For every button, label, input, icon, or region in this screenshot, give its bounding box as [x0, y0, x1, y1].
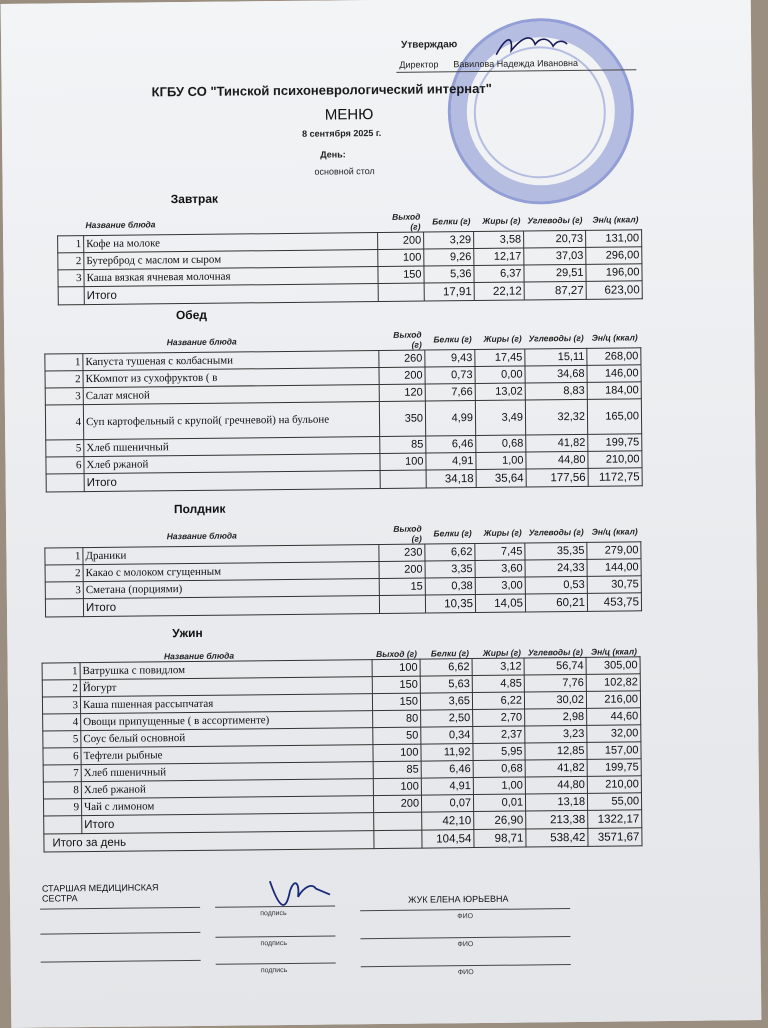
row-number: 6 [43, 748, 81, 765]
total-carbs: 87,27 [524, 281, 586, 300]
carbs-value: 2,98 [525, 708, 587, 726]
col-fat-header: Жиры (г) [483, 527, 522, 538]
menu-date: 8 сентября 2025 г. [301, 127, 382, 139]
energy-value: 199,75 [587, 759, 641, 777]
sign-line [41, 960, 201, 963]
fat-value: 0,68 [476, 435, 526, 453]
col-protein-header: Белки (г) [432, 216, 471, 227]
energy-value: 32,00 [587, 725, 641, 743]
fat-value: 3,60 [475, 560, 525, 578]
col-output-header: Выход (г) [393, 329, 422, 350]
energy-value: 44,60 [587, 708, 641, 726]
fat-value: 2,37 [473, 726, 525, 744]
col-protein-header: Белки (г) [433, 528, 472, 539]
sign-line [215, 936, 335, 938]
col-name-header: Название блюда [166, 530, 237, 542]
total-label: Итого [84, 471, 380, 492]
protein-value: 3,65 [420, 693, 472, 711]
dish-name: Сметана (порциями) [83, 579, 379, 599]
energy-value: 305,00 [586, 657, 640, 675]
col-energy-header: Эн/ц (ккал) [591, 332, 638, 343]
energy-value: 279,00 [587, 542, 641, 560]
total-protein: 17,91 [424, 283, 474, 302]
col-fat-header: Жиры (г) [482, 647, 522, 658]
energy-value: 268,00 [587, 348, 641, 366]
fat-value: 3,12 [472, 658, 524, 676]
row-number: 2 [45, 371, 83, 388]
row-number: 1 [45, 548, 83, 565]
fio-caption: ФИО [457, 941, 474, 949]
fat-value: 0,00 [475, 366, 525, 384]
dish-name: Какао с молоком сгущенным [83, 562, 379, 582]
energy-value: 210,00 [587, 776, 641, 794]
total-energy: 1322,17 [588, 810, 642, 829]
energy-value: 184,00 [587, 382, 641, 400]
fat-value: 3,00 [475, 577, 525, 595]
fat-value: 1,00 [473, 777, 525, 795]
carbs-value: 20,73 [524, 230, 586, 248]
fat-value: 0,01 [473, 794, 525, 812]
total-protein: 10,35 [425, 595, 475, 614]
col-energy-header: Эн/ц (ккал) [591, 526, 638, 537]
fat-value: 5,95 [473, 743, 525, 761]
col-name-header: Название блюда [166, 336, 237, 348]
blank-cell [380, 470, 426, 488]
fat-value: 13,02 [475, 383, 525, 401]
row-number: 2 [45, 565, 83, 582]
carbs-value: 37,03 [524, 247, 586, 265]
dinner-title: Ужин [172, 625, 203, 641]
protein-value: 5,36 [424, 266, 474, 284]
energy-value: 216,00 [586, 691, 640, 709]
protein-value: 3,35 [425, 561, 475, 579]
institution-title: КГБУ СО "Тинской психоневрологический интернат" [151, 80, 492, 100]
fat-value: 0,68 [473, 760, 525, 778]
fio-caption: ФИО [457, 913, 474, 921]
lunch-table [44, 327, 643, 492]
col-output-header: Выход (г) [391, 211, 421, 232]
total-protein: 34,18 [426, 470, 476, 489]
row-number: 5 [46, 440, 84, 457]
row-number: 1 [45, 354, 83, 371]
output-value: 150 [372, 676, 420, 694]
carbs-value: 34,68 [525, 365, 587, 383]
dish-name: Тефтели рыбные [81, 745, 373, 765]
protein-value: 0,38 [425, 578, 475, 596]
snack-title: Полдник [173, 501, 226, 517]
carbs-value: 41,82 [525, 759, 587, 777]
output-value: 350 [379, 401, 425, 436]
position-label: Директор [399, 59, 439, 70]
carbs-value: 13,18 [525, 793, 587, 811]
dish-name: Хлеб ржаной [81, 779, 373, 799]
dish-name: Хлеб пшеничный [81, 762, 373, 782]
output-value: 50 [373, 727, 421, 745]
col-output-header: Выход (г) [376, 648, 418, 659]
fat-value: 4,85 [472, 675, 524, 693]
dish-name: Соус белый основной [81, 728, 373, 748]
carbs-value: 41,82 [526, 434, 588, 452]
output-value: 100 [373, 778, 421, 796]
carbs-value: 32,32 [525, 399, 587, 435]
dish-name: Суп картофельный с крупой( гречневой) на бульоне [83, 402, 379, 440]
blank-cell [58, 287, 84, 305]
breakfast-table [57, 209, 643, 305]
fat-value: 7,45 [475, 543, 525, 561]
row-number: 3 [45, 582, 83, 599]
diet-label: основной стол [314, 166, 375, 177]
sign-line [360, 936, 570, 939]
blank-cell [46, 474, 84, 492]
dish-name: Кофе на молоке [84, 233, 378, 253]
dish-name: Йогурт [80, 677, 372, 697]
total-fat: 35,64 [476, 469, 526, 488]
sign-line [360, 908, 570, 911]
fat-value: 17,45 [475, 349, 525, 367]
energy-value: 102,82 [586, 674, 640, 692]
dish-name: Капуста тушеная с колбасными [83, 351, 379, 371]
carbs-value: 35,35 [525, 542, 587, 560]
energy-value: 55,00 [587, 793, 641, 811]
carbs-value: 44,80 [526, 451, 588, 469]
sign-line [40, 907, 200, 910]
row-number: 8 [43, 782, 81, 799]
signature-caption: подпись [260, 940, 288, 948]
dish-name: Каша вязкая ячневая молочная [84, 267, 378, 287]
col-protein-header: Белки (г) [433, 334, 472, 345]
row-number: 3 [58, 270, 84, 287]
snack-table [44, 521, 642, 617]
output-value: 260 [379, 350, 425, 367]
carbs-value: 24,33 [525, 559, 587, 577]
output-value: 80 [373, 710, 421, 728]
carbs-value: 12,85 [525, 742, 587, 760]
dish-name: Ватрушка с повидлом [80, 660, 372, 680]
director-name: Вавилова Надежда Ивановна [453, 57, 579, 70]
output-value: 230 [379, 544, 425, 561]
output-value: 85 [373, 761, 421, 779]
col-protein-header: Белки (г) [430, 647, 470, 658]
energy-value: 165,00 [587, 399, 641, 435]
row-number: 4 [45, 405, 83, 440]
col-carbs-header: Углеводы (г) [527, 646, 584, 657]
row-number: 2 [42, 680, 80, 697]
day-total-label: Итого за день [44, 831, 374, 852]
energy-value: 131,00 [586, 230, 642, 248]
row-number: 3 [42, 697, 80, 714]
carbs-value: 15,11 [525, 348, 587, 366]
col-fat-header: Жиры (г) [482, 215, 521, 226]
total-label: Итого [84, 284, 378, 305]
output-value: 100 [380, 453, 426, 470]
day-total-protein: 104,54 [422, 830, 474, 849]
row-number: 5 [43, 731, 81, 748]
fat-value: 6,22 [472, 692, 524, 710]
fat-value: 12,17 [474, 248, 524, 266]
energy-value: 210,00 [588, 451, 642, 469]
row-number: 6 [46, 457, 84, 474]
blank-cell [45, 599, 83, 617]
total-energy: 623,00 [586, 281, 642, 300]
sign-line [361, 964, 571, 967]
carbs-value: 3,23 [525, 725, 587, 743]
protein-value: 0,07 [421, 795, 473, 813]
lunch-title: Обед [175, 307, 208, 323]
output-value: 200 [378, 232, 424, 249]
protein-value: 6,46 [426, 436, 476, 454]
total-fat: 26,90 [474, 811, 526, 830]
col-fat-header: Жиры (г) [483, 333, 522, 344]
sign-line [40, 932, 200, 935]
day-total-energy: 3571,67 [588, 828, 642, 847]
day-total-carbs: 538,42 [526, 828, 588, 847]
col-name-header: Название блюда [163, 650, 235, 661]
director-signature [491, 26, 571, 67]
total-label: Итого [83, 596, 379, 617]
protein-value: 7,66 [425, 384, 475, 402]
blank-cell [379, 595, 425, 613]
day-label: День: [320, 149, 346, 160]
row-number: 1 [42, 663, 80, 680]
total-energy: 1172,75 [588, 468, 642, 487]
dish-name: Каша пшенная рассыпчатая [80, 694, 372, 714]
total-protein: 42,10 [422, 812, 474, 831]
output-value: 100 [378, 249, 424, 266]
fat-value: 6,37 [474, 265, 524, 283]
protein-value: 9,43 [425, 350, 475, 368]
menu-title: МЕНЮ [324, 106, 374, 124]
row-number: 3 [45, 388, 83, 405]
dish-name: Хлеб ржаной [84, 454, 380, 474]
carbs-value: 29,51 [524, 264, 586, 282]
dish-name: Салат мясной [83, 385, 379, 405]
total-fat: 14,05 [475, 594, 525, 613]
blank-cell [378, 283, 424, 301]
output-value: 120 [379, 384, 425, 401]
energy-value: 144,00 [587, 559, 641, 577]
fat-value: 3,49 [475, 400, 525, 436]
output-value: 100 [372, 659, 420, 677]
protein-value: 2,50 [421, 710, 473, 728]
document-sheet [1, 0, 762, 1028]
dinner-table [41, 645, 642, 852]
protein-value: 5,63 [420, 676, 472, 694]
col-energy-header: Эн/ц (ккал) [592, 214, 639, 225]
energy-value: 196,00 [586, 264, 642, 282]
col-carbs-header: Углеводы (г) [528, 332, 584, 344]
approve-label: Утверждаю [401, 39, 458, 51]
col-carbs-header: Углеводы (г) [528, 526, 584, 538]
total-energy: 453,75 [587, 593, 641, 612]
breakfast-title: Завтрак [170, 191, 219, 207]
dish-name: Чай с лимоном [81, 796, 373, 816]
output-value: 200 [379, 367, 425, 384]
carbs-value: 44,80 [525, 776, 587, 794]
col-name-header: Название блюда [85, 219, 156, 231]
col-carbs-header: Углеводы (г) [527, 214, 583, 226]
protein-value: 6,62 [425, 544, 475, 562]
dish-name: ККомпот из сухофруктов ( в [83, 368, 379, 388]
nurse-name: ЖУК ЕЛЕНА ЮРЬЕВНА [408, 893, 509, 905]
row-number: 9 [43, 799, 81, 816]
blank-cell [374, 812, 422, 831]
protein-value: 4,91 [426, 453, 476, 471]
protein-value: 4,99 [425, 401, 475, 437]
protein-value: 0,73 [425, 367, 475, 385]
carbs-value: 7,76 [524, 674, 586, 692]
role-label: СТАРШАЯ МЕДИЦИНСКАЯ СЕСТРА [41, 882, 159, 904]
total-label: Итого [82, 813, 374, 834]
output-value: 200 [379, 561, 425, 578]
carbs-value: 56,74 [524, 657, 586, 675]
dish-name: Бутерброд с маслом и сыром [84, 250, 378, 270]
dish-name: Овощи припущенные ( в ассортименте) [81, 711, 373, 731]
protein-value: 3,29 [424, 232, 474, 250]
total-carbs: 177,56 [526, 468, 588, 487]
signature-caption: подпись [260, 910, 287, 918]
energy-value: 146,00 [587, 365, 641, 383]
row-number: 4 [43, 714, 81, 731]
protein-value: 4,91 [421, 778, 473, 796]
total-carbs: 213,38 [526, 810, 588, 829]
col-energy-header: Эн/ц (ккал) [590, 645, 638, 657]
total-fat: 22,12 [474, 282, 524, 301]
fat-value: 2,70 [473, 709, 525, 727]
energy-value: 199,75 [588, 434, 642, 452]
output-value: 150 [372, 693, 420, 711]
signature-caption: подпись [260, 967, 288, 975]
fat-value: 1,00 [476, 452, 526, 470]
carbs-value: 0,53 [525, 576, 587, 594]
protein-value: 0,34 [421, 727, 473, 745]
total-carbs: 60,21 [525, 593, 587, 612]
output-value: 200 [373, 795, 421, 813]
row-number: 7 [43, 765, 81, 782]
protein-value: 6,46 [421, 761, 473, 779]
output-value: 100 [373, 744, 421, 762]
col-output-header: Выход (г) [393, 523, 422, 544]
energy-value: 157,00 [587, 742, 641, 760]
carbs-value: 30,02 [524, 691, 586, 709]
protein-value: 6,62 [420, 659, 472, 677]
protein-value: 11,92 [421, 744, 473, 762]
row-number: 2 [58, 253, 84, 270]
output-value: 15 [379, 578, 425, 595]
row-number: 1 [58, 236, 84, 253]
dish-name: Драники [83, 545, 379, 565]
dish-name: Хлеб пшеничный [84, 437, 380, 457]
day-total-fat: 98,71 [474, 829, 526, 848]
carbs-value: 8,83 [525, 382, 587, 400]
energy-value: 30,75 [587, 576, 641, 594]
output-value: 85 [380, 436, 426, 453]
sign-line [216, 962, 336, 964]
energy-value: 296,00 [586, 247, 642, 265]
fat-value: 3,58 [474, 231, 524, 249]
blank-cell [44, 816, 82, 834]
fio-caption: ФИО [457, 969, 474, 977]
protein-value: 9,26 [424, 249, 474, 267]
output-value: 150 [378, 266, 424, 283]
